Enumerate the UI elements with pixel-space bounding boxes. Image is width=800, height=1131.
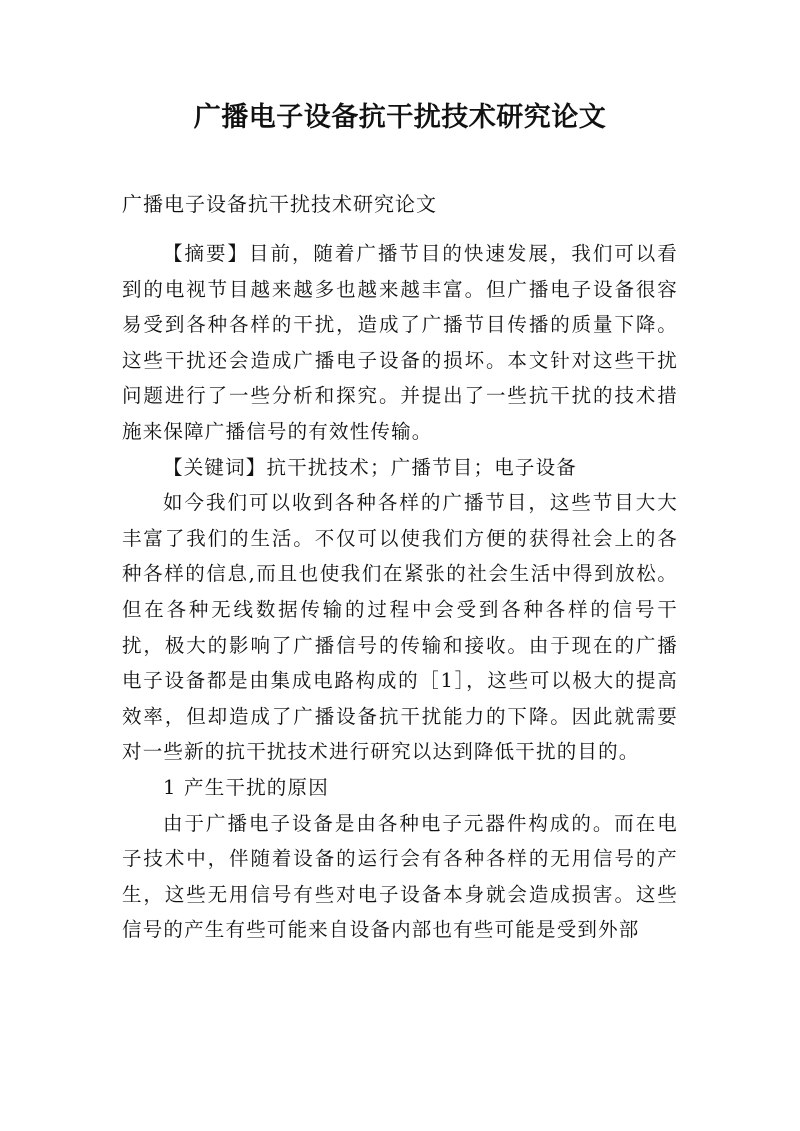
document-title: 广播电子设备抗干扰技术研究论文 [193, 102, 607, 133]
document-body [122, 236, 678, 948]
section-heading: 1 产生干扰的原因 [163, 775, 329, 799]
abstract-paragraph: 【摘要】目前，随着广播节目的快速发展，我们可以看到的电视节目越来越多也越来越丰富。但广播电子设备很容易受到各种各样的干扰，造成了广播节目传播的质量下降。这些干扰还会造成广播电子设备的损坏。本文针对这些干扰问题进行了一些分析和探究。并提出了一些抗干扰的技术措施来保障广播信号的有效性传输。 [122, 242, 678, 443]
section-paragraph: 由于广播电子设备是由各种电子元器件构成的。而在电子技术中，伴随着设备的运行会有各种各样的无用信号的产生，这些无用信号有些对电子设备本身就会造成损害。这些信号的产生有些可能来自设备内部也有些可能是受到外部 [122, 811, 678, 942]
intro-paragraph: 如今我们可以收到各种各样的广播节目，这些节目大大丰富了我们的生活。不仅可以使我们方便的获得社会上的各种各样的信息,而且也使我们在紧张的社会生活中得到放松。但在各种无线数据传输的过程中会受到各种各样的信号干扰，极大的影响了广播信号的传输和接收。由于现在的广播电子设备都是由集成电路构成的［1］，这些可以极大的提高效率，但却造成了广播设备抗干扰能力的下降。因此就需要对一些新的抗干扰技术进行研究以达到降低干扰的目的。 [122, 491, 678, 764]
keywords-paragraph: 【关键词】抗干扰技术；广播节目；电子设备 [163, 455, 578, 479]
document-subtitle: 广播电子设备抗干扰技术研究论文 [122, 192, 437, 216]
